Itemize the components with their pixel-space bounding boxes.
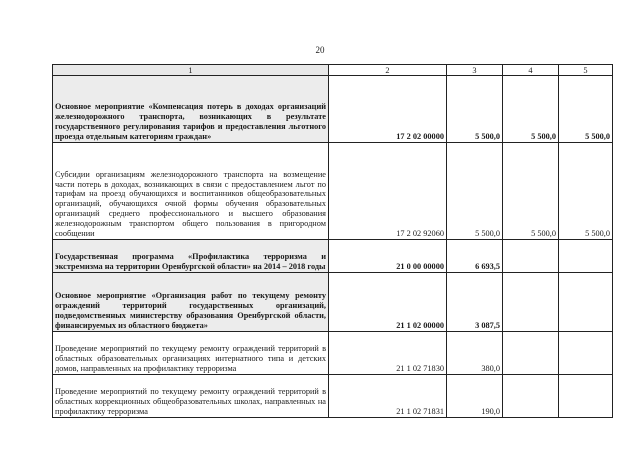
- row-name: Проведение мероприятий по текущему ремонту ограждений территорий в областных коррекционных общеобразовательных школах, направленных на профилактику терроризма: [53, 375, 329, 418]
- row-value-col3: 5 500,0: [447, 143, 503, 240]
- table-row: [53, 332, 613, 375]
- row-value-col5: [559, 332, 613, 375]
- row-value-col5: 5 500,0: [559, 143, 613, 240]
- row-code: 17 2 02 92060: [329, 143, 447, 240]
- row-value-col5: [559, 273, 613, 332]
- page-number: 20: [315, 45, 325, 55]
- table-header-row: [53, 65, 613, 76]
- row-value-col3: 5 500,0: [447, 76, 503, 143]
- row-value-col3: 6 693,5: [447, 240, 503, 273]
- column-header-4: 4: [503, 65, 559, 76]
- row-code: 21 0 00 00000: [329, 240, 447, 273]
- row-value-col5: 5 500,0: [559, 76, 613, 143]
- row-value-col4: 5 500,0: [503, 143, 559, 240]
- row-name: Основное мероприятие «Компенсация потерь в доходах организаций железнодорожного транспорта, возникающих в результате государственного регулирования тарифов и предоставления льготного проезда отдельным категориям граждан»: [53, 76, 329, 143]
- row-value-col4: 5 500,0: [503, 76, 559, 143]
- row-code: 21 1 02 71830: [329, 332, 447, 375]
- row-value-col3: 190,0: [447, 375, 503, 418]
- row-value-col5: [559, 375, 613, 418]
- row-code: 21 1 02 71831: [329, 375, 447, 418]
- row-value-col4: [503, 332, 559, 375]
- row-value-col4: [503, 240, 559, 273]
- row-name: Проведение мероприятий по текущему ремонту ограждений территорий в областных образовательных организациях интернатного типа и детских домов, направленных на профилактику терроризма: [53, 332, 329, 375]
- row-value-col5: [559, 240, 613, 273]
- table-row: [53, 76, 613, 143]
- row-code: 17 2 02 00000: [329, 76, 447, 143]
- row-value-col4: [503, 375, 559, 418]
- column-header-5: 5: [559, 65, 613, 76]
- row-value-col3: 3 087,5: [447, 273, 503, 332]
- column-header-3: 3: [447, 65, 503, 76]
- row-name: Государственная программа «Профилактика терроризма и экстремизма на территории Оренбургской области» на 2014 – 2018 годы: [53, 240, 329, 273]
- column-header-1: 1: [53, 65, 329, 76]
- budget-table: [52, 64, 613, 418]
- table-row: [53, 375, 613, 418]
- column-header-2: 2: [329, 65, 447, 76]
- table-row: [53, 143, 613, 240]
- row-value-col3: 380,0: [447, 332, 503, 375]
- table-row: [53, 240, 613, 273]
- row-value-col4: [503, 273, 559, 332]
- table-row: [53, 273, 613, 332]
- row-name: Основное мероприятие «Организация работ по текущему ремонту ограждений территорий государственных организаций, подведомственных министерству образования Оренбургской области, финансируемых из областного бюджета»: [53, 273, 329, 332]
- row-name: Субсидии организациям железнодорожного транспорта на возмещение части потерь в доходах, возникающих в связи с предоставлением льгот по тарифам на проезд обучающихся и воспитанников общеобразовательных организаций, обучающихся очной формы обучения образовательных организаций среднего профессионального и высшего образования железнодорожным транспортом общего пользования в пригородном сообщении: [53, 143, 329, 240]
- row-code: 21 1 02 00000: [329, 273, 447, 332]
